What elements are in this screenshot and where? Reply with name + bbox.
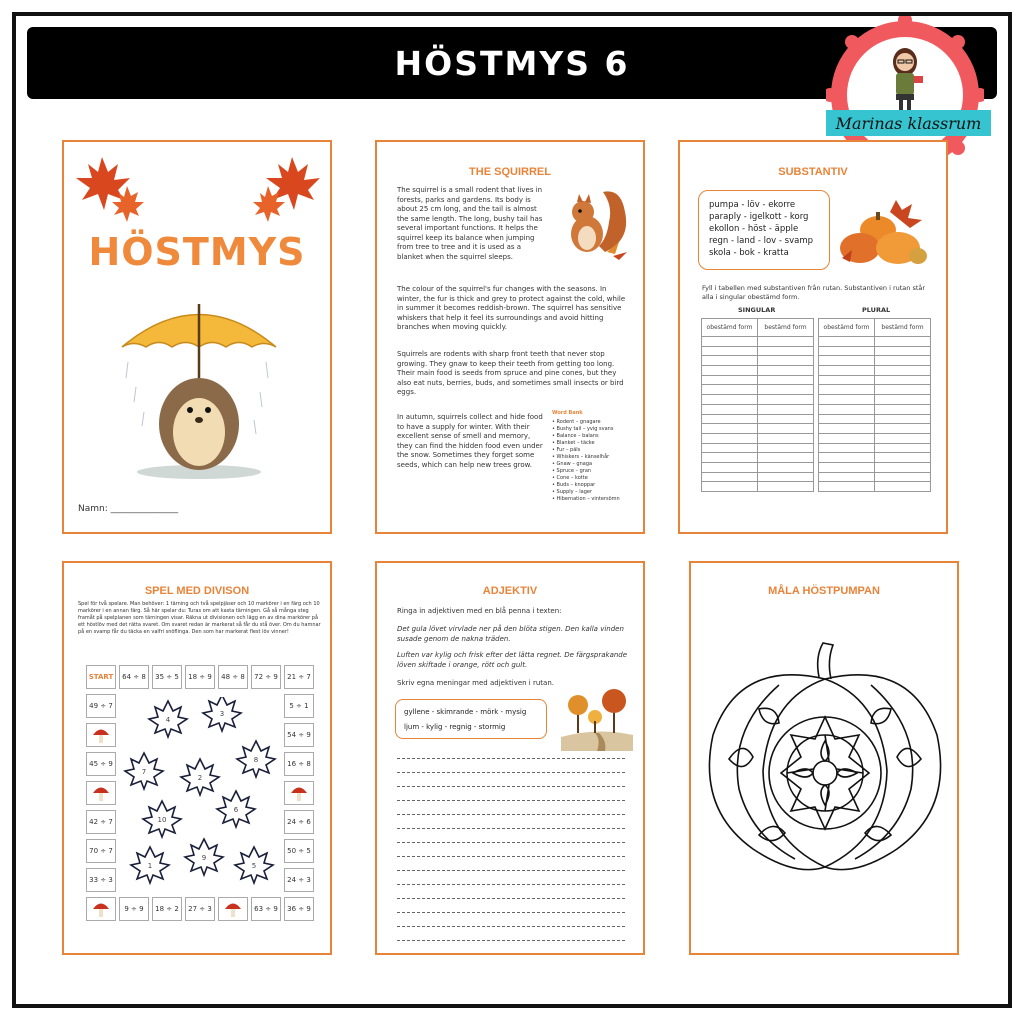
game-cell: 18 ÷ 2	[152, 897, 182, 921]
mushroom-cell	[86, 897, 116, 921]
noun-line: paraply - igelkott - korg	[709, 212, 809, 222]
page-division-game	[62, 561, 332, 955]
writing-line	[397, 786, 625, 787]
leaf-number: 7	[141, 768, 147, 776]
hedgehog-umbrella-illustration	[114, 292, 284, 482]
leaf-number: 4	[165, 716, 171, 724]
leaf-number: 5	[251, 862, 257, 870]
start-cell: START	[86, 665, 116, 689]
substantiv-title: SUBSTANTIV	[778, 166, 848, 178]
page-substantiv	[678, 140, 948, 534]
squirrel-paragraph: Squirrels are rodents with sharp front teeth that never stop growing. They gnaw to keep their teeth from getting too long. Their main food is seeds from spruce and pine cones, but they also eat nuts, berries, buds, and sometimes small insects or bird eggs.	[397, 350, 624, 396]
leaf-number: 1	[147, 862, 153, 870]
writing-line	[397, 898, 625, 899]
word-bank-item: • Bushy tail – yvig svans	[552, 426, 642, 433]
mushroom-cell	[86, 781, 116, 805]
page-adjektiv	[375, 561, 645, 955]
game-cell: 21 ÷ 7	[284, 665, 314, 689]
game-instructions: Spel för två spelare. Man behöver: 1 tärning och två spelpjäser och 10 markörer i en färg och 10 markörer i en annan färg. Så här spelar du: Turas om att kasta tärningen. Gå så många steg framåt på spelplanen som tärningen visar. Räkna ut divisionen och lägg en av dina markörer på ett höstlöv med det rätta svaret. Om svaret redan är markerat så får du stå över. Om du hamnar på en svamp får du täcka en valfri snöflinga. Den som har markerat flest löv vinner!	[78, 601, 321, 635]
game-cell: 48 ÷ 8	[218, 665, 248, 689]
game-cell: 70 ÷ 7	[86, 839, 116, 863]
game-cell: 33 ÷ 3	[86, 868, 116, 892]
word-bank-item: • Hibernation – vintersömn	[552, 496, 642, 503]
mushroom-icon	[289, 784, 309, 802]
word-bank-item: • Buds – knoppar	[552, 482, 642, 489]
word-bank-list	[552, 419, 642, 503]
plural-heading: PLURAL	[862, 306, 891, 314]
mushroom-icon	[91, 900, 111, 918]
game-cell: 36 ÷ 9	[284, 897, 314, 921]
page-cover	[62, 140, 332, 534]
squirrel-title: THE SQUIRREL	[469, 166, 551, 178]
squirrel-paragraph: The colour of the squirrel's fur changes with the seasons. In winter, the fur is thick and grey to protect against the cold, while in summer it becomes reddish-brown. The squirrel has sensitive whiskers that help it feel its surroundings and avoid hitting branches when moving quickly.	[397, 285, 626, 331]
singular-table	[701, 318, 814, 492]
game-cell: 24 ÷ 6	[284, 810, 314, 834]
noun-line: ekollon - höst - äpple	[709, 224, 799, 234]
word-bank-item: • Cone – kotte	[552, 475, 642, 482]
game-cell: 64 ÷ 8	[119, 665, 149, 689]
game-cell: 63 ÷ 9	[251, 897, 281, 921]
adjective-box	[395, 699, 547, 739]
leaf-number: 6	[233, 806, 239, 814]
noun-line: pumpa - löv - ekorre	[709, 200, 796, 210]
game-cell: 72 ÷ 9	[251, 665, 281, 689]
adjektiv-text: Det gula lövet virvlade ner på den blöta stigen. Den kalla vinden susade genom de nakna träden.	[397, 625, 624, 643]
word-bank-item: • Supply – lager	[552, 489, 642, 496]
leaf-number: 9	[201, 854, 207, 862]
maple-leaves-icon	[248, 152, 324, 224]
squirrel-paragraph: The squirrel is a small rodent that lives in forests, parks and gardens. Its body is about 25 cm long, and the tail is almost the same length. The long, bushy tail has several important functions. It helps the squirrel keep its balance when jumping from tree to tree and it is used as a blanket when the squirrel sleeps.	[397, 186, 543, 261]
leaf-number: 8	[253, 756, 259, 764]
word-bank-item: • Blanket – täcke	[552, 440, 642, 447]
adjektiv-instruction: Ringa in adjektiven med en blå penna i texten:	[397, 607, 562, 615]
writing-line	[397, 772, 625, 773]
writing-line	[397, 870, 625, 871]
word-bank-title: Word Bank	[552, 410, 583, 416]
mushroom-cell	[284, 781, 314, 805]
maple-leaves-icon	[72, 152, 148, 224]
adjective-line: gyllene - skimrande - mörk - mysig	[404, 708, 527, 716]
leaf-board-icon	[122, 697, 280, 891]
writing-line	[397, 856, 625, 857]
writing-line	[397, 758, 625, 759]
word-bank-item: • Spruce – gran	[552, 468, 642, 475]
game-cell: 5 ÷ 1	[284, 694, 314, 718]
pumpkin-title: MÅLA HÖSTPUMPAN	[768, 585, 880, 597]
pumpkins-illustration	[838, 194, 928, 266]
adjektiv-title: ADJEKTIV	[482, 585, 538, 597]
adjektiv-text: Luften var kylig och frisk efter det lätta regnet. De färgsprakande löven skiftade i orange, rött och gult.	[397, 651, 628, 669]
writing-line	[397, 940, 625, 941]
game-cell: 16 ÷ 8	[284, 752, 314, 776]
mushroom-cell	[218, 897, 248, 921]
game-cell: 54 ÷ 9	[284, 723, 314, 747]
game-cell: 50 ÷ 5	[284, 839, 314, 863]
writing-line	[397, 926, 625, 927]
game-cell: 9 ÷ 9	[119, 897, 149, 921]
game-title: SPEL MED DIVISON	[144, 585, 250, 597]
col-header-bestamd: bestämd form	[758, 319, 814, 337]
col-header-obestamd: obestämd form	[819, 319, 875, 337]
game-cell: 18 ÷ 9	[185, 665, 215, 689]
adjektiv-instruction-2: Skriv egna meningar med adjektiven i rutan.	[397, 679, 554, 687]
game-cell: 35 ÷ 5	[152, 665, 182, 689]
word-bank-item: • Balance – balans	[552, 433, 642, 440]
word-bank-item: • Fur – päls	[552, 447, 642, 454]
adjective-line: ljum - kylig - regnig - stormig	[404, 723, 506, 731]
mushroom-icon	[91, 726, 111, 744]
banner-title: HÖSTMYS 6	[394, 43, 630, 83]
word-bank-item: • Gnaw – gnaga	[552, 461, 642, 468]
page-squirrel	[375, 140, 645, 534]
leaf-number: 10	[157, 816, 167, 824]
mushroom-cell	[86, 723, 116, 747]
noun-box	[698, 190, 830, 270]
plural-table	[818, 318, 931, 492]
game-cell: 49 ÷ 7	[86, 694, 116, 718]
game-cell: 27 ÷ 3	[185, 897, 215, 921]
autumn-landscape-illustration	[561, 687, 633, 751]
col-header-obestamd: obestämd form	[702, 319, 758, 337]
writing-line	[397, 800, 625, 801]
name-field-label: Namn: _______________	[78, 504, 179, 514]
leaf-number: 3	[219, 710, 225, 718]
singular-heading: SINGULAR	[738, 306, 776, 314]
noun-line: regn - land - lov - svamp	[709, 236, 814, 246]
word-bank	[552, 410, 642, 503]
noun-line: skola - bok - kratta	[709, 248, 789, 258]
badge-label: Marinas klassrum	[826, 110, 991, 136]
writing-line	[397, 828, 625, 829]
writing-line	[397, 842, 625, 843]
game-cell: 24 ÷ 3	[284, 868, 314, 892]
mandala-pumpkin-icon	[699, 639, 951, 879]
cover-title: HÖSTMYS	[88, 230, 306, 274]
writing-line	[397, 912, 625, 913]
writing-line	[397, 814, 625, 815]
mushroom-icon	[91, 784, 111, 802]
squirrel-illustration	[553, 182, 633, 260]
page-pumpkin	[689, 561, 959, 955]
col-header-bestamd: bestämd form	[875, 319, 931, 337]
substantiv-instruction: Fyll i tabellen med substantiven från rutan. Substantiven i rutan står alla i singular obestämd form.	[702, 284, 926, 301]
leaf-number: 2	[197, 774, 203, 782]
squirrel-paragraph: In autumn, squirrels collect and hide food to have a supply for winter. With their excellent sense of smell and memory, they can find the hidden food even under the snow. Sometimes they forget some seeds, which can help new trees grow.	[397, 413, 543, 469]
mushroom-icon	[223, 900, 243, 918]
word-bank-item: • Rodent – gnagare	[552, 419, 642, 426]
writing-line	[397, 884, 625, 885]
word-bank-item: • Whiskers – känselhår	[552, 454, 642, 461]
game-cell: 45 ÷ 9	[86, 752, 116, 776]
game-cell: 42 ÷ 7	[86, 810, 116, 834]
